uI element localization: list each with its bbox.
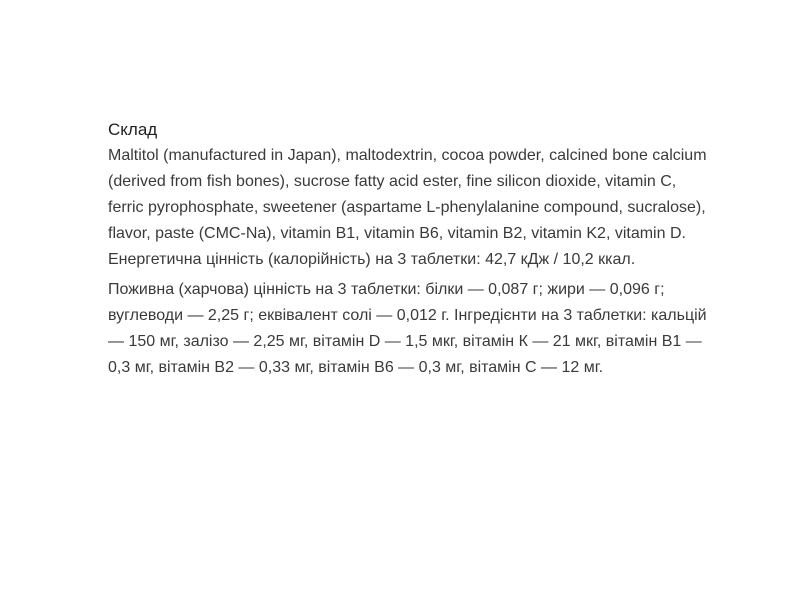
- energy-value-text: Енергетична цінність (калорійність) на 3 таблетки: 42,7 кДж / 10,2 ккал.: [108, 251, 636, 268]
- nutrition-value-text: Поживна (харчова) цінність на 3 таблетки: білки — 0,087 г; жири — 0,096 г; вуглеводи — 2,25 г; еквівалент солі — 0,012 г. Інгредієнти на 3 таблетки: кальцій — 150 мг, залізо — 2,25 мг, вітамін D — 1,5 мкг, вітамін К — 21 мкг, вітамін В1 — 0,3 мг, вітамін В2 — 0,33 мг, вітамін В6 — 0,3 мг, вітамін С — 12 мг.: [108, 281, 707, 376]
- composition-heading: Склад: [108, 120, 158, 139]
- composition-section: [108, 117, 708, 381]
- ingredients-text: Maltitol (manufactured in Japan), maltodextrin, cocoa powder, calcined bone calcium (derived from fish bones), sucrose fatty acid ester, fine silicon dioxide, vitamin C, ferric pyrophosphate, sweetener (aspartame L-phenylalanine compound, sucralose), flavor, paste (CMC-Na), vitamin B1, vitamin B6, vitamin B2, vitamin K2, vitamin D.: [108, 147, 707, 242]
